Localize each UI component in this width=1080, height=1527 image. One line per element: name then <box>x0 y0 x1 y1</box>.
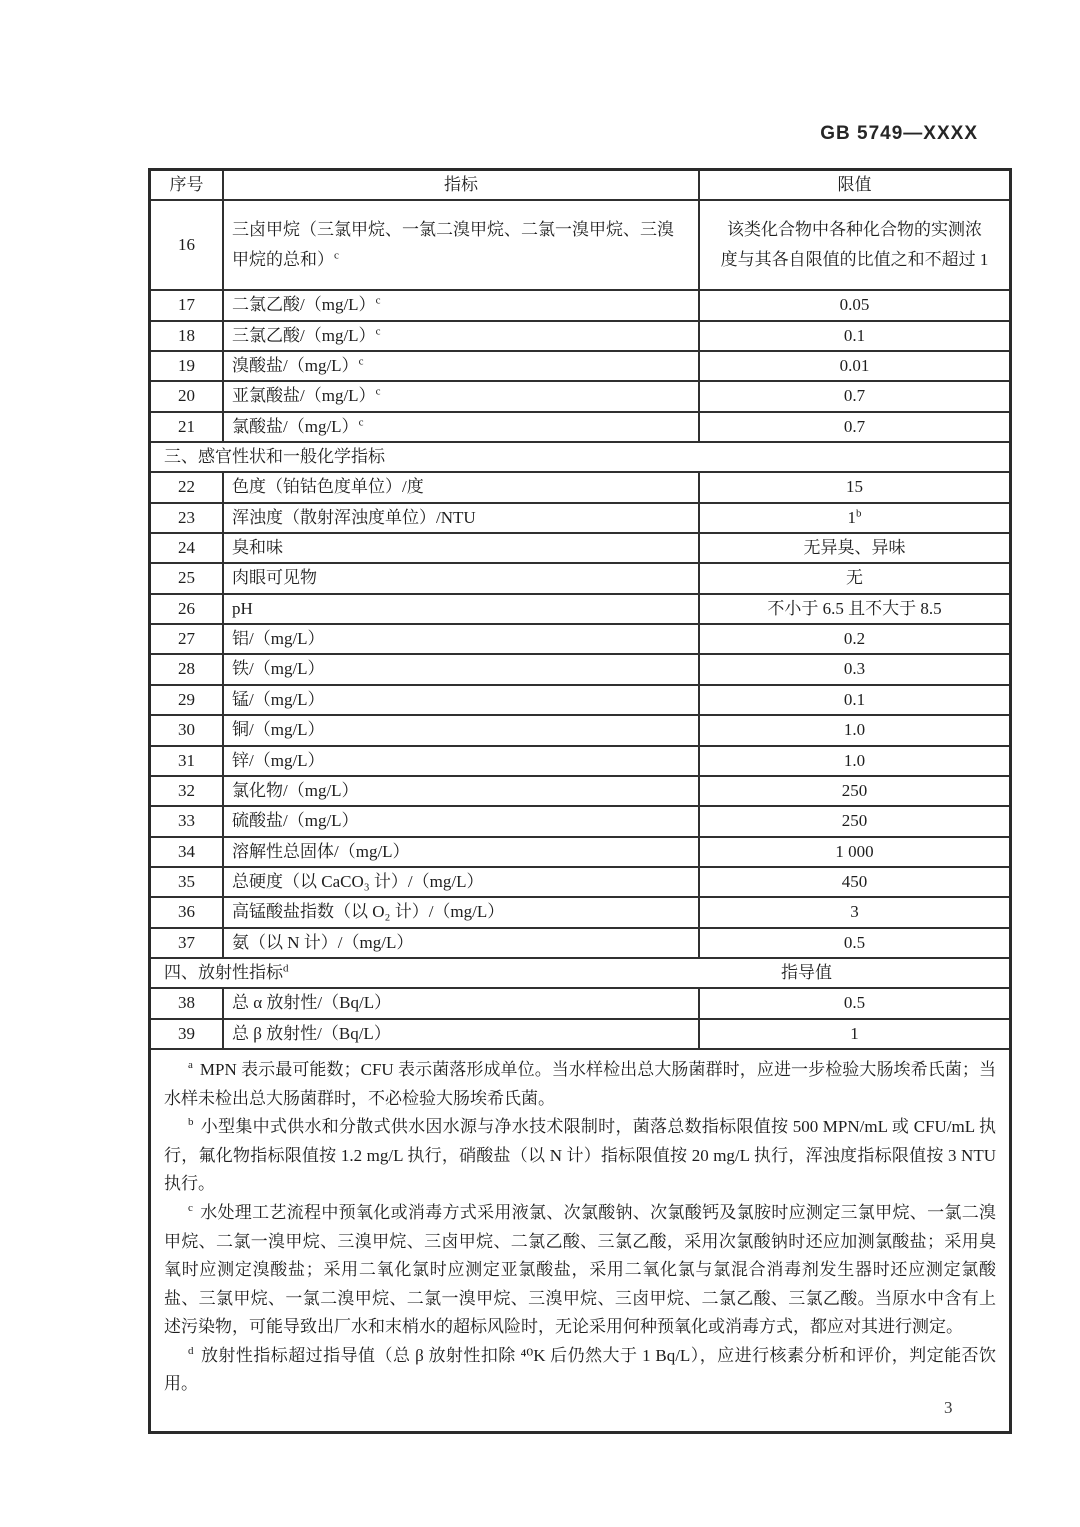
table-row <box>150 412 1011 442</box>
table-row <box>150 200 1011 290</box>
table-row <box>150 867 1011 897</box>
row-no: 36 <box>150 897 224 927</box>
table-row <box>150 897 1011 927</box>
row-indicator: 臭和味 <box>223 533 699 563</box>
row-limit: 15 <box>699 472 1011 502</box>
row-indicator: 硫酸盐/（mg/L） <box>223 806 699 836</box>
row-no: 30 <box>150 715 224 745</box>
row-limit: 1 000 <box>699 837 1011 867</box>
row-no: 20 <box>150 381 224 411</box>
row-indicator: 铝/（mg/L） <box>223 624 699 654</box>
standard-number: GB 5749—XXXX <box>820 123 978 144</box>
table-row <box>150 624 1011 654</box>
row-no: 22 <box>150 472 224 502</box>
table-row <box>150 928 1011 958</box>
row-no: 21 <box>150 412 224 442</box>
row-no: 24 <box>150 533 224 563</box>
row-limit: 250 <box>699 806 1011 836</box>
row-indicator: 总 β 放射性/（Bq/L） <box>223 1019 699 1049</box>
row-limit: 0.01 <box>699 351 1011 381</box>
row-no: 23 <box>150 503 224 533</box>
row-indicator: 锰/（mg/L） <box>223 685 699 715</box>
table-header-row <box>150 170 1011 201</box>
row-limit: 无 <box>699 563 1011 593</box>
table-row <box>150 503 1011 533</box>
row-indicator: 铁/（mg/L） <box>223 654 699 684</box>
table-row <box>150 472 1011 502</box>
table-row <box>150 685 1011 715</box>
row-indicator: 色度（铂钴色度单位）/度 <box>223 472 699 502</box>
row-limit: 1 <box>699 1019 1011 1049</box>
row-no: 27 <box>150 624 224 654</box>
row-no: 32 <box>150 776 224 806</box>
table-row <box>150 837 1011 867</box>
row-limit: 3 <box>699 897 1011 927</box>
footnote-marker: c <box>334 249 339 262</box>
row-indicator: 氯化物/（mg/L） <box>223 776 699 806</box>
row-no: 25 <box>150 563 224 593</box>
indicators-table <box>148 168 1012 1434</box>
table-row <box>150 988 1011 1018</box>
footnote-marker: c <box>375 385 381 398</box>
row-no: 33 <box>150 806 224 836</box>
row-limit: 0.05 <box>699 290 1011 320</box>
table-row <box>150 351 1011 381</box>
row-indicator: 溶解性总固体/（mg/L） <box>223 837 699 867</box>
table-row <box>150 806 1011 836</box>
section-limit-label: 指导值 <box>781 962 832 982</box>
row-limit: 450 <box>699 867 1011 897</box>
table-row <box>150 654 1011 684</box>
row-no: 38 <box>150 988 224 1018</box>
footnote-marker: a <box>188 1059 193 1072</box>
table-row <box>150 290 1011 320</box>
footnote-marker: c <box>375 325 381 338</box>
row-no: 16 <box>150 200 224 290</box>
row-limit: 0.7 <box>699 412 1011 442</box>
row-indicator: 二氯乙酸$/(mg/L)^c$ <box>223 290 699 320</box>
row-indicator: 浑浊度（散射浑浊度单位）/NTU <box>223 503 699 533</box>
row-indicator: 锌/（mg/L） <box>223 746 699 776</box>
row-limit: 0.1 <box>699 685 1011 715</box>
row-limit: 0.5 <box>699 928 1011 958</box>
row-limit: 该类化合物中各种化合物的实测浓度与其各自限值的比值之和不超过 1 <box>699 200 1011 290</box>
footnote-marker: c <box>375 294 381 307</box>
footnotes-cell <box>150 1049 1011 1433</box>
column-header-indicator: 指标 <box>223 170 699 201</box>
row-no: 26 <box>150 594 224 624</box>
footnote-marker: d <box>283 962 289 975</box>
row-no: 34 <box>150 837 224 867</box>
table-row <box>150 715 1011 745</box>
row-indicator: 亚氯酸盐$/(mg/L)^c$ <box>223 381 699 411</box>
row-limit: 0.7 <box>699 381 1011 411</box>
section-title: 三、感官性状和一般化学指标 <box>150 442 1011 472</box>
row-limit: 1$^b$ <box>699 503 1011 533</box>
column-header-limit: 限值 <box>699 170 1011 201</box>
row-limit: 无异臭、异味 <box>699 533 1011 563</box>
table-row <box>150 776 1011 806</box>
row-limit: 1.0 <box>699 746 1011 776</box>
row-no: 31 <box>150 746 224 776</box>
row-indicator: 三卤甲烷（三氯甲烷、一氯二溴甲烷、二氯一溴甲烷、三溴甲烷的总和）$^c$ <box>223 200 699 290</box>
section-row-radioactivity <box>150 958 1011 988</box>
table-row <box>150 594 1011 624</box>
row-indicator: 肉眼可见物 <box>223 563 699 593</box>
row-limit: 不小于 6.5 且不大于 8.5 <box>699 594 1011 624</box>
row-limit: 250 <box>699 776 1011 806</box>
table-row <box>150 533 1011 563</box>
footnote-marker: b <box>188 1116 194 1129</box>
row-indicator: 氨（以 N 计）/（mg/L） <box>223 928 699 958</box>
footnote-b: $^b$ 小型集中式供水和分散式供水因水源与净水技术限制时，菌落总数指标限值按 500 MPN/mL 或 CFU/mL 执行，氟化物指标限值按 1.2 mg/L 执行，硝酸盐（以 N 计）指标限值按 20 mg/L 执行，浑浊度指标限值按 3 NTU 执行。 <box>164 1116 996 1194</box>
table-row <box>150 563 1011 593</box>
table-row <box>150 321 1011 351</box>
row-indicator: 三氯乙酸$/(mg/L)^c$ <box>223 321 699 351</box>
row-indicator: pH <box>223 594 699 624</box>
footnote-marker: c <box>358 355 364 368</box>
row-no: 19 <box>150 351 224 381</box>
row-indicator: 氯酸盐$/(mg/L)^c$ <box>223 412 699 442</box>
row-no: 18 <box>150 321 224 351</box>
row-indicator: 溴酸盐$/(mg/L)^c$ <box>223 351 699 381</box>
row-indicator: 总硬度（以 CaCO₃ 计）/（mg/L） <box>223 867 699 897</box>
footnote-c: $^c$ 水处理工艺流程中预氧化或消毒方式采用液氯、次氯酸钠、次氯酸钙及氯胺时应测定三氯甲烷、一氯二溴甲烷、二氯一溴甲烷、三溴甲烷、三卤甲烷、二氯乙酸、三氯乙酸，采用次氯酸钠时还应加测氯酸盐；采用臭氧时应测定溴酸盐；采用二氧化氯时应测定亚氯酸盐，采用二氧化氯与氯混合消毒剂发生器时还应测定氯酸盐、三氯甲烷、一氯二溴甲烷、二氯一溴甲烷、三溴甲烷、三卤甲烷、二氯乙酸、三氯乙酸。当原水中含有上述污染物，可能导致出厂水和末梢水的超标风险时，无论采用何种预氧化或消毒方式，都应对其进行测定。 <box>164 1202 996 1337</box>
row-no: 29 <box>150 685 224 715</box>
row-limit: 0.3 <box>699 654 1011 684</box>
row-indicator: 铜/（mg/L） <box>223 715 699 745</box>
row-indicator: 高锰酸盐指数（以 O₂ 计）/（mg/L） <box>223 897 699 927</box>
row-no: 17 <box>150 290 224 320</box>
footnote-marker: c <box>358 416 364 429</box>
footnote-marker: d <box>188 1345 194 1358</box>
footnote-d: $^d$ 放射性指标超过指导值（总 β 放射性扣除 ⁴⁰K 后仍然大于 1 Bq/L），应进行核素分析和评价，判定能否饮用。 <box>164 1345 996 1394</box>
footnotes-row <box>150 1049 1011 1433</box>
footnote-marker: c <box>188 1202 193 1215</box>
row-indicator: 总 α 放射性/（Bq/L） <box>223 988 699 1018</box>
row-limit: 0.2 <box>699 624 1011 654</box>
table-row <box>150 746 1011 776</box>
row-no: 39 <box>150 1019 224 1049</box>
footnote-a: $^a$ MPN 表示最可能数；CFU 表示菌落形成单位。当水样检出总大肠菌群时，应进一步检验大肠埃希氏菌；当水样未检出总大肠菌群时，不必检验大肠埃希氏菌。 <box>164 1059 996 1108</box>
section-title: 四、放射性指标$^d$ 指导值 <box>150 958 1011 988</box>
column-header-no: 序号 <box>150 170 224 201</box>
row-limit: 0.5 <box>699 988 1011 1018</box>
table-row <box>150 381 1011 411</box>
section-row-sensory <box>150 442 1011 472</box>
footnote-marker: b <box>856 507 862 520</box>
row-no: 28 <box>150 654 224 684</box>
page-number: 3 <box>944 1398 953 1417</box>
row-limit: 0.1 <box>699 321 1011 351</box>
row-no: 35 <box>150 867 224 897</box>
row-no: 37 <box>150 928 224 958</box>
row-limit: 1.0 <box>699 715 1011 745</box>
table-row <box>150 1019 1011 1049</box>
